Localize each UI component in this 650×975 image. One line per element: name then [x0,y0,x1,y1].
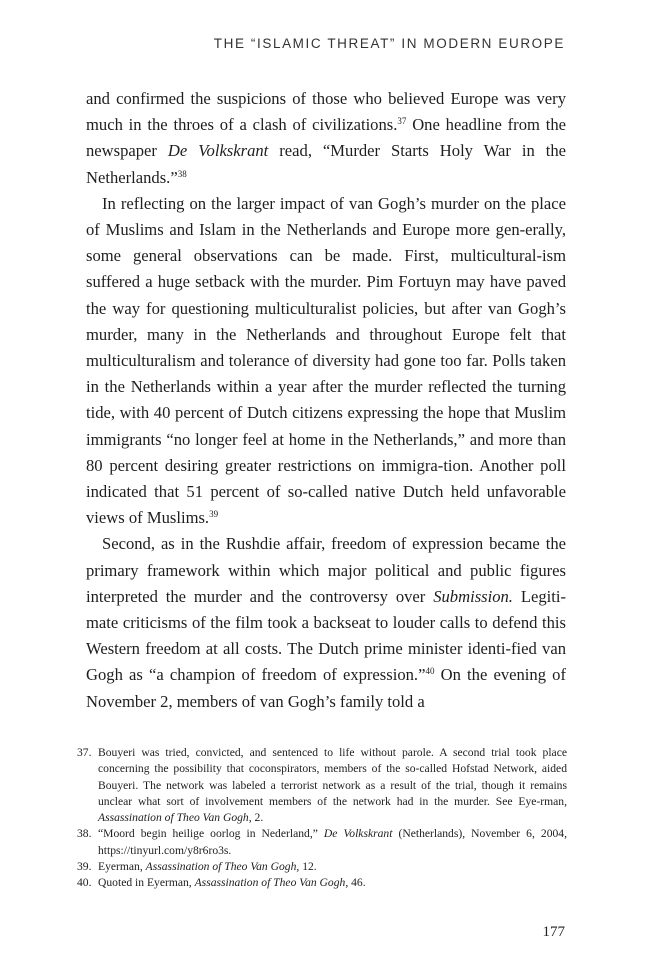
footnote-number: 40. [77,876,92,890]
body-text [86,86,566,715]
text-segment: Legiti-mate criticisms of the film took a backseat to louder calls to defend this Western freedom at all costs. The Dutch prime minister identi-fied van Gogh as “a champion of freedom of expression.” [86,586,566,685]
footnotes [77,745,567,892]
italic-title: De Volkskrant [323,827,393,841]
footnote-40 [77,875,567,891]
text-segment[interactable]: (Netherlands), November 6, 2004, https://tinyurl.com/y8r6ro3s. [98,827,567,857]
italic-title: De Volkskrant [167,141,269,161]
text-segment: and confirmed the suspicions of those who believed Europe was very much in the throes of a clash of civilizations. [86,89,566,135]
italic-title: Submission. [433,586,513,606]
italic-title: Assassination of Theo Van Gogh, [98,811,252,825]
footnote-37 [77,745,567,826]
text-segment: 2. [251,811,264,825]
footnote-text [87,826,567,859]
text-segment: In reflecting on the larger impact of van Gogh’s murder on the place of Muslims and Islam in the Netherlands and Europe more gen-erally, some general observations can be made. First, multicultural-ism suffered a huge setback with the murder. Pim Fortuyn may have paved the way for questioning multiculturalist policies, but after van Gogh’s murder, many in the Netherlands and throughout Europe felt that multiculturalism and tolerance of diversity had gone too far. Polls taken in the Netherlands within a year after the murder reflected the turning tide, with 40 percent of Dutch citizens expressing the hope that Muslim immigrants “no longer feel at home in the Netherlands,” and more than 80 percent desiring greater restrictions on immigra-tion. Another poll indicated that 51 percent of so-called native Dutch held unfavorable views of Muslims. [86,193,566,528]
footnote-38 [77,826,567,859]
text-segment: Second, as in the Rushdie affair, freedom of expression became the primary framework within which major political and public figures interpreted the murder and the controversy over [86,534,566,606]
paragraph-3 [86,531,566,714]
text-segment: One headline from the newspaper [86,115,566,161]
text-segment: “Moord begin heilige oorlog in Nederland,” [98,827,324,841]
footnote-number: 38. [77,827,92,841]
italic-title: Assassination of Theo Van Gogh, [194,876,349,890]
text-segment: 46. [348,876,366,890]
paragraph-2 [86,191,566,532]
text-segment: Bouyeri was tried, convicted, and sentenced to life without parole. A second trial took place concerning the possibility that coconspirators, members of the so-called Hofstad Network, aided Bouyeri. The network was labeled a terrorist network as a result of the trial, though it remains unclear what sort of involvement members of the network had in the murder. See Eye-rman, [98,746,567,808]
text-segment: Eyerman, [98,860,146,874]
footnote-number: 39. [77,860,92,874]
note-ref-37[interactable]: 37 [397,116,407,127]
text-segment: Quoted in Eyerman, [98,876,195,890]
footnote-text [87,745,567,826]
page-number: 177 [542,924,565,940]
footnote-39 [77,859,567,875]
text-segment: On the evening of November 2, members of van Gogh’s family told a [86,665,567,711]
running-head: THE “ISLAMIC THREAT” IN MODERN EUROPE [213,36,565,51]
italic-title: Assassination of Theo Van Gogh, [145,860,300,874]
paragraph-1 [86,86,566,191]
note-ref-38[interactable]: 38 [177,168,187,179]
footnote-text [87,875,567,891]
text-segment: 12. [299,860,317,874]
footnote-number: 37. [77,746,92,759]
note-ref-40[interactable]: 40 [425,666,435,677]
footnote-text [87,859,567,875]
note-ref-39[interactable]: 39 [209,509,219,520]
text-segment: read, “Murder Starts Holy War in the Netherlands.” [86,141,566,187]
